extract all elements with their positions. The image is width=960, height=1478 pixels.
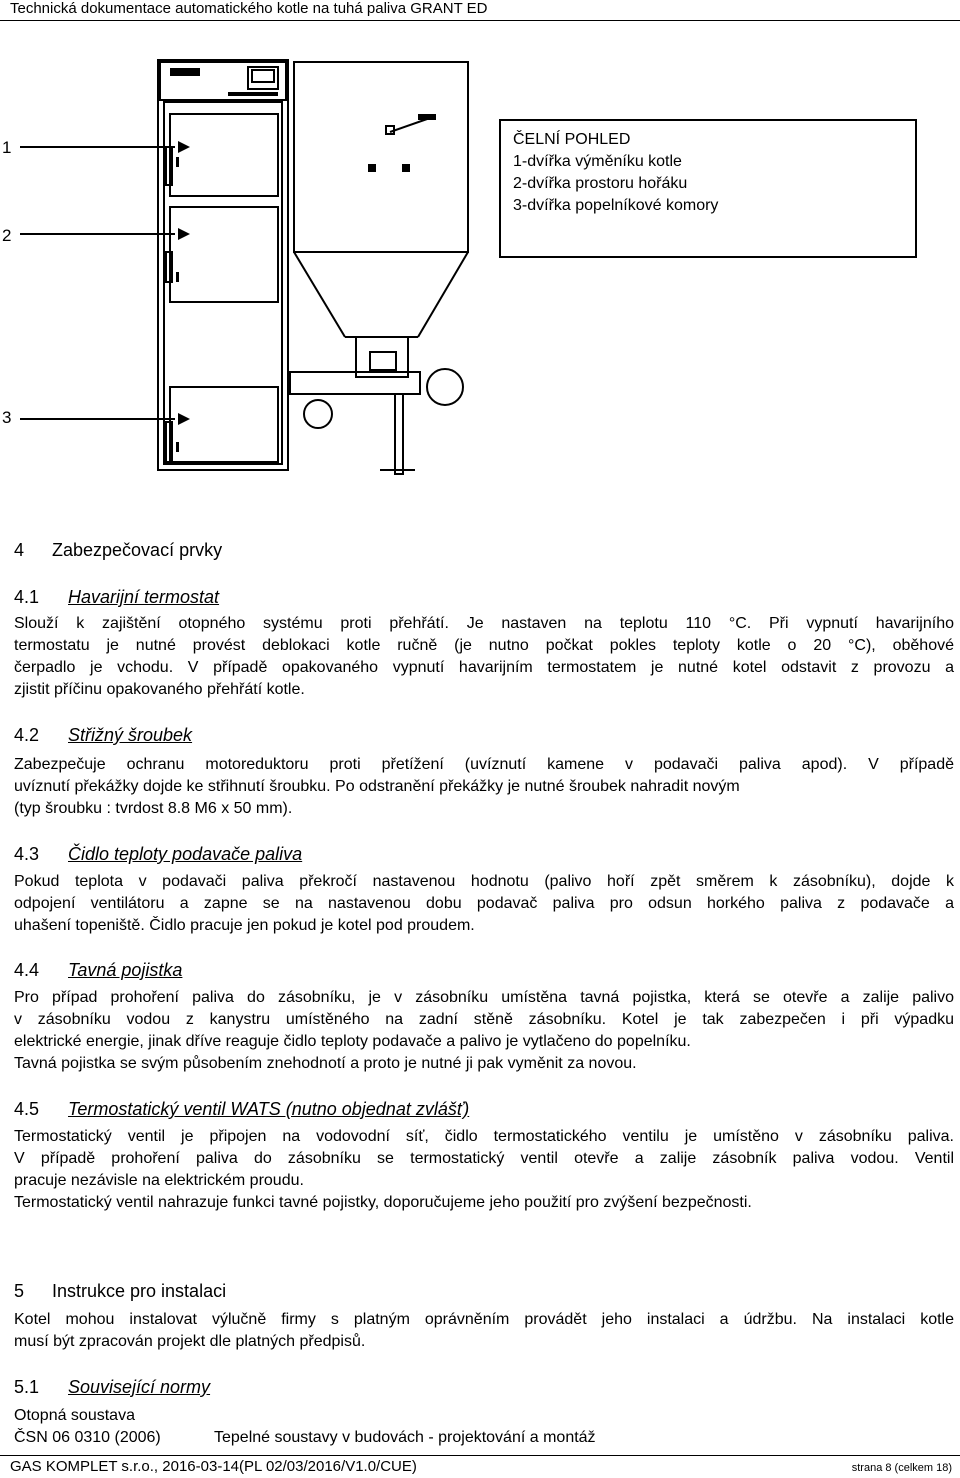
figure-label-3: 3 <box>2 408 12 427</box>
section-title: Související normy <box>68 1377 211 1397</box>
boiler-front-view-drawing <box>0 22 500 522</box>
paragraph-line: Pokud teplota v podavači paliva překročí nastavenou hodnotu (palivo hoří zpět směrem k zásobníku), dojde k <box>14 873 954 890</box>
paragraph-line: uhašení topeniště. Čidlo pracuje jen pokud je kotel pod proudem. <box>14 917 475 934</box>
paragraph-line: elektrické energie, jinak dříve reaguje čidlo teploty podavače a palivo je vytlačeno do popelníku. <box>14 1033 691 1050</box>
section-4-2-heading <box>14 725 192 746</box>
section-number: 5 <box>14 1281 25 1301</box>
section-5-text <box>14 1309 954 1353</box>
paragraph-line: (typ šroubku : tvrdost 8.8 M6 x 50 mm). <box>14 800 293 817</box>
section-4-3-text <box>14 871 954 937</box>
document-header: Technická dokumentace automatického kotle na tuhá paliva GRANT ED <box>10 0 488 17</box>
section-number: 4.3 <box>14 844 40 864</box>
paragraph-line: čerpadlo je vchodu. V případě opakovaného vypnutí havarijním termostatem je nutné kotel odstavit z provozu a <box>14 659 954 676</box>
legend-title: ČELNÍ POHLED <box>513 131 631 148</box>
section-title: Tavná pojistka <box>68 960 183 980</box>
section-title: Termostatický ventil WATS (nutno objednat zvlášť) <box>68 1099 470 1119</box>
section-5-heading <box>14 1281 226 1302</box>
paragraph-line: Termostatický ventil je připojen na vodovodní síť, čidlo termostatického ventilu je umístěno v zásobníku paliva. <box>14 1128 954 1145</box>
paragraph-line: V případě prohoření paliva do zásobníku se termostatický ventil otevře a zalije zásobník paliva vodou. Ventil <box>14 1150 954 1167</box>
header-divider <box>0 20 960 21</box>
footer-divider <box>0 1455 960 1456</box>
paragraph-line: odpojení ventilátoru a zapne se na nastavenou dobu podavač paliva pro odsun horkého paliva z podavače a <box>14 895 954 912</box>
section-number: 4.5 <box>14 1099 40 1119</box>
section-title: Instrukce pro instalaci <box>52 1281 227 1301</box>
paragraph-line: musí být zpracován projekt dle platných předpisů. <box>14 1333 366 1350</box>
section-4-2-text <box>14 754 954 820</box>
section-number: 5.1 <box>14 1377 40 1397</box>
paragraph-line: Tavná pojistka se svým působením znehodnotí a proto je nutné ji pak vyměnit za novou. <box>14 1055 637 1072</box>
figure-legend <box>499 119 917 258</box>
section-number: 4 <box>14 540 25 560</box>
section-4-4-text <box>14 987 954 1075</box>
legend-item-2: 2-dvířka prostoru hořáku <box>513 175 688 192</box>
legend-item-3: 3-dvířka popelníkové komory <box>513 197 719 214</box>
section-4-4-heading <box>14 960 182 981</box>
page-number: strana 8 (celkem 18) <box>851 1462 952 1474</box>
section-title: Čidlo teploty podavače paliva <box>68 844 303 864</box>
section-5-1-heading <box>14 1377 210 1398</box>
section-title: Střižný šroubek <box>68 725 193 745</box>
footer-company: GAS KOMPLET s.r.o., 2016-03-14(PL 02/03/2016/V1.0/CUE) <box>10 1458 417 1475</box>
section-number: 4.4 <box>14 960 40 980</box>
paragraph-line: termostatu je nutné provést deblokaci kotle ručně (je nutno počkat pokles teploty kotle o 20 °C), oběhové <box>14 637 954 654</box>
paragraph-line: Pro případ prohoření paliva do zásobníku, je v zásobníku umístěna tavná pojistka, která se otevře a zalije palivo <box>14 989 954 1006</box>
section-title: Havarijní termostat <box>68 587 220 607</box>
section-4-3-heading <box>14 844 302 865</box>
section-4-5-text <box>14 1126 954 1214</box>
section-title: Zabezpečovací prvky <box>52 540 223 560</box>
norm-code: ČSN 06 0310 (2006) <box>14 1429 161 1446</box>
paragraph-line: Zabezpečuje ochranu motoreduktoru proti přetížení (uvíznutí kamene v podavači paliva apod). V případě <box>14 756 954 773</box>
section-4-heading <box>14 540 222 561</box>
legend-item-1: 1-dvířka výměníku kotle <box>513 153 682 170</box>
section-4-1-text <box>14 613 954 701</box>
figure-label-2: 2 <box>2 226 12 245</box>
paragraph-line: v zásobníku vodou z kanystru umístěného na zadní stěně zásobníku. Kotel je tak zabezpečen i při výpadku <box>14 1011 954 1028</box>
paragraph-line: Termostatický ventil nahrazuje funkci tavné pojistky, doporučujeme jeho použití pro zvýšení bezpečnosti. <box>14 1194 752 1211</box>
paragraph-line: zjistit příčinu opakovaného přehřátí kotle. <box>14 681 305 698</box>
section-4-1-heading <box>14 587 219 608</box>
section-number: 4.1 <box>14 587 40 607</box>
norm-category: Otopná soustava <box>14 1407 135 1424</box>
figure-label-1: 1 <box>2 138 12 157</box>
section-number: 4.2 <box>14 725 40 745</box>
norm-description: Tepelné soustavy v budovách - projektování a montáž <box>214 1429 596 1446</box>
paragraph-line: Slouží k zajištění otopného systému proti přehřátí. Je nastaven na teplotu 110 °C. Při vypnutí havarijního <box>14 615 954 632</box>
paragraph-line: Kotel mohou instalovat výlučně firmy s platným oprávněním provádět jeho instalaci a údržbu. Na instalaci kotle <box>14 1311 954 1328</box>
section-4-5-heading <box>14 1099 469 1120</box>
paragraph-line: uvíznutí překážky dojde ke střihnutí šroubku. Po odstranění překážky je nutné šroubek nahradit novým <box>14 778 740 795</box>
paragraph-line: pracuje nezávisle na elektrickém proudu. <box>14 1172 304 1189</box>
